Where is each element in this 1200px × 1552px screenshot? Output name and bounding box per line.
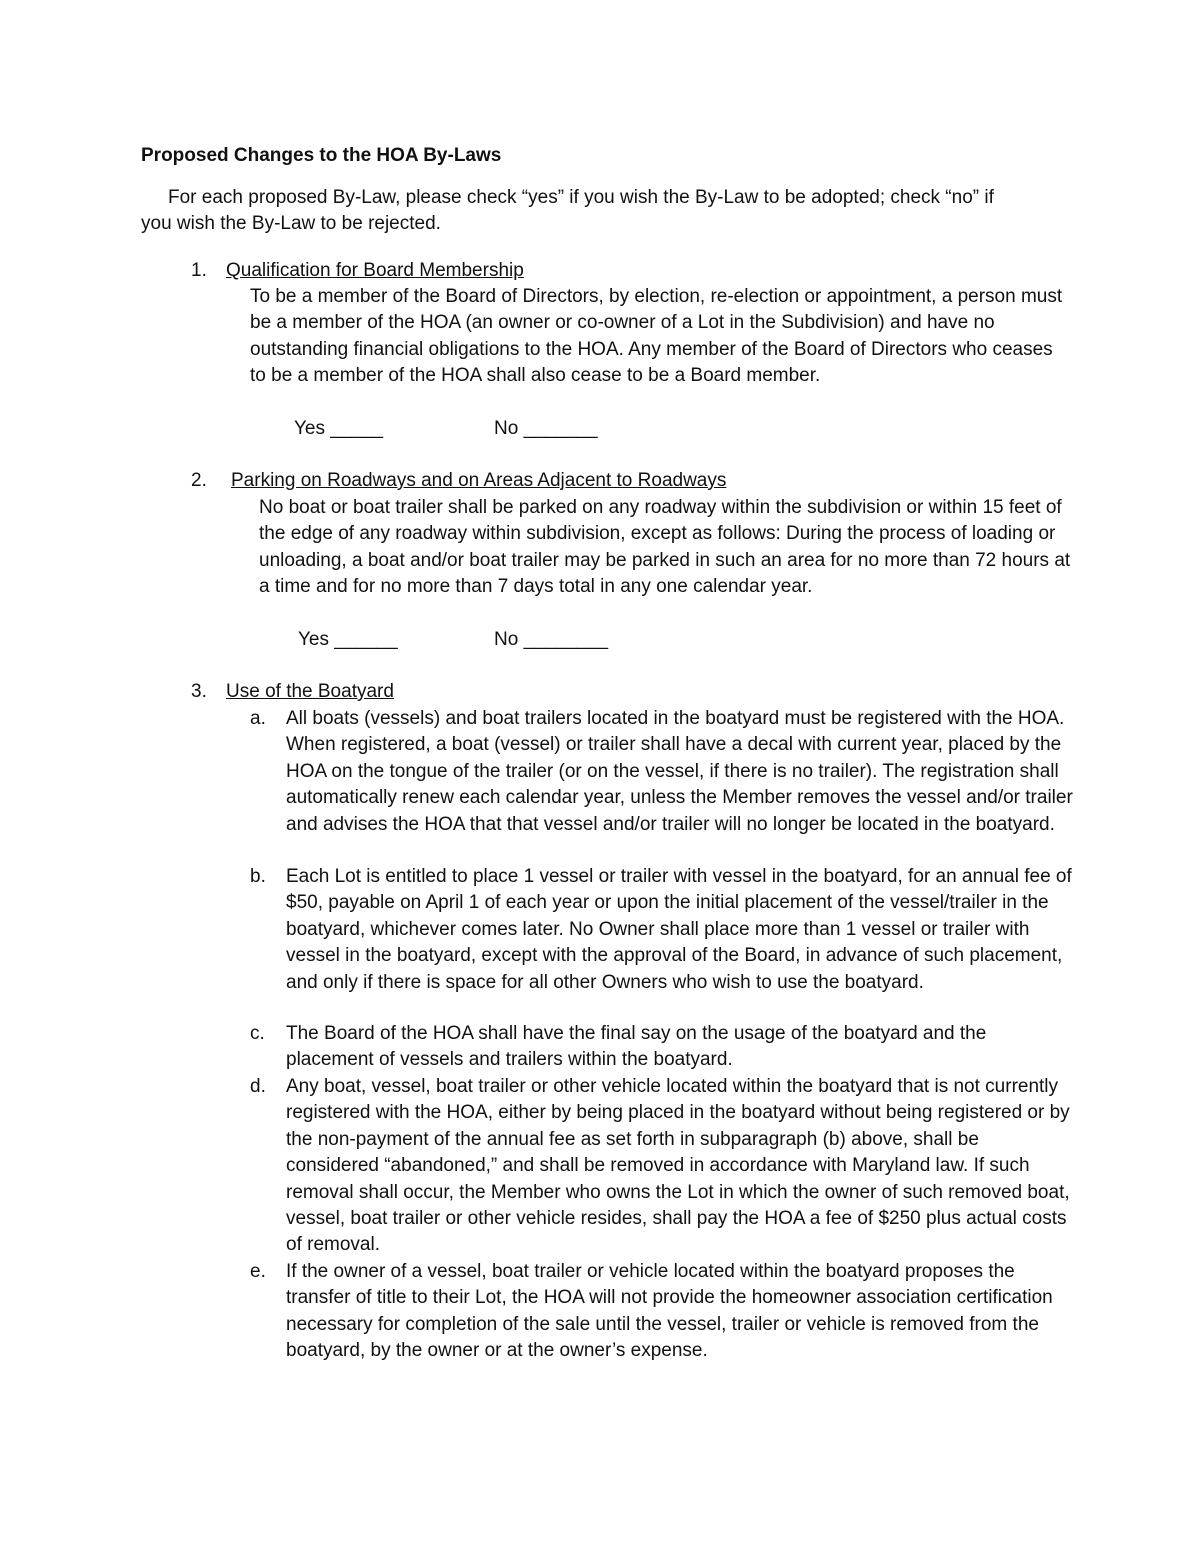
subitem-letter: d. <box>250 1076 266 1097</box>
item-number: 2. <box>191 470 207 491</box>
item-body-text: To be a member of the Board of Directors, by election, re-election or appointment, a person must be a member of the HOA (an owner or co-owner of a Lot in the Subdivision) and have no outstanding financial obligations to the HOA. Any member of the Board of Directors who ceases to be a member of the HOA shall also cease to be a Board member. <box>250 286 1063 387</box>
item-body <box>226 495 1072 601</box>
intro-line-1: For each proposed By-Law, please check “yes” if you wish the By-Law to be adopted; check “no” if <box>168 187 994 208</box>
no-vote-line[interactable]: No ________ <box>494 629 609 650</box>
no-vote-line[interactable]: No _______ <box>494 418 598 439</box>
subitem-text: All boats (vessels) and boat trailers located in the boatyard must be registered with the HOA. When registered, a boat (vessel) or trailer shall have a decal with current year, placed by the HOA on the tongue of the trailer (or on the vessel, if there is no trailer). The registration shall automatically renew each calendar year, unless the Member removes the vessel and/or trailer and advises the HOA that that vessel and/or trailer will no longer be located in the boatyard. <box>286 708 1073 835</box>
item-heading: Use of the Boatyard <box>226 681 394 702</box>
item-body <box>226 284 1072 390</box>
subitem-letter: e. <box>250 1261 266 1282</box>
subitem-text: Any boat, vessel, boat trailer or other vehicle located within the boatyard that is not currently registered with the HOA, either by being placed in the boatyard without being registered or by the non-payment of the annual fee as set forth in subparagraph (b) above, shall be considered “abandoned,” and shall be removed in accordance with Maryland law. If such removal shall occur, the Member who owns the Lot in which the owner of such removed boat, vessel, boat trailer or other vehicle resides, shall pay the HOA a fee of $250 plus actual costs of removal. <box>286 1076 1070 1256</box>
item-heading: Parking on Roadways and on Areas Adjacent to Roadways <box>231 470 727 491</box>
yes-vote-line[interactable]: Yes _____ <box>294 418 384 439</box>
subitem-letter: c. <box>250 1023 265 1044</box>
intro-paragraph <box>141 185 1041 238</box>
subitem-text: The Board of the HOA shall have the final say on the usage of the boatyard and the placement of vessels and trailers within the boatyard. <box>286 1023 987 1071</box>
subitem-letter: a. <box>250 708 266 729</box>
document-title: Proposed Changes to the HOA By-Laws <box>141 145 502 166</box>
intro-line-2: you wish the By-Law to be rejected. <box>141 213 441 235</box>
subitem-text: Each Lot is entitled to place 1 vessel or trailer with vessel in the boatyard, for an annual fee of $50, payable on April 1 of each year or upon the initial placement of the vessel/trailer in the boatyard, whichever comes later. No Owner shall place more than 1 vessel or trailer with vessel in the boatyard, except with the approval of the Board, in advance of such placement, and only if there is space for all other Owners who wish to use the boatyard. <box>286 866 1072 993</box>
subitem-text: If the owner of a vessel, boat trailer or vehicle located within the boatyard proposes the transfer of title to their Lot, the HOA will not provide the homeowner association certification necessary for completion of the sale until the vessel, trailer or vehicle is removed from the boatyard, by the owner or at the owner’s expense. <box>286 1261 1053 1362</box>
item-number: 1. <box>191 260 207 281</box>
subitem-letter: b. <box>250 866 266 887</box>
item-number: 3. <box>191 681 207 702</box>
yes-vote-line[interactable]: Yes ______ <box>298 629 398 650</box>
item-heading: Qualification for Board Membership <box>226 260 524 281</box>
item-body-text: No boat or boat trailer shall be parked on any roadway within the subdivision or within 15 feet of the edge of any roadway within subdivision, except as follows: During the process of loading or unloading, a boat and/or boat trailer may be parked in such an area for no more than 72 hours at a time and for no more than 7 days total in any one calendar year. <box>259 497 1071 598</box>
